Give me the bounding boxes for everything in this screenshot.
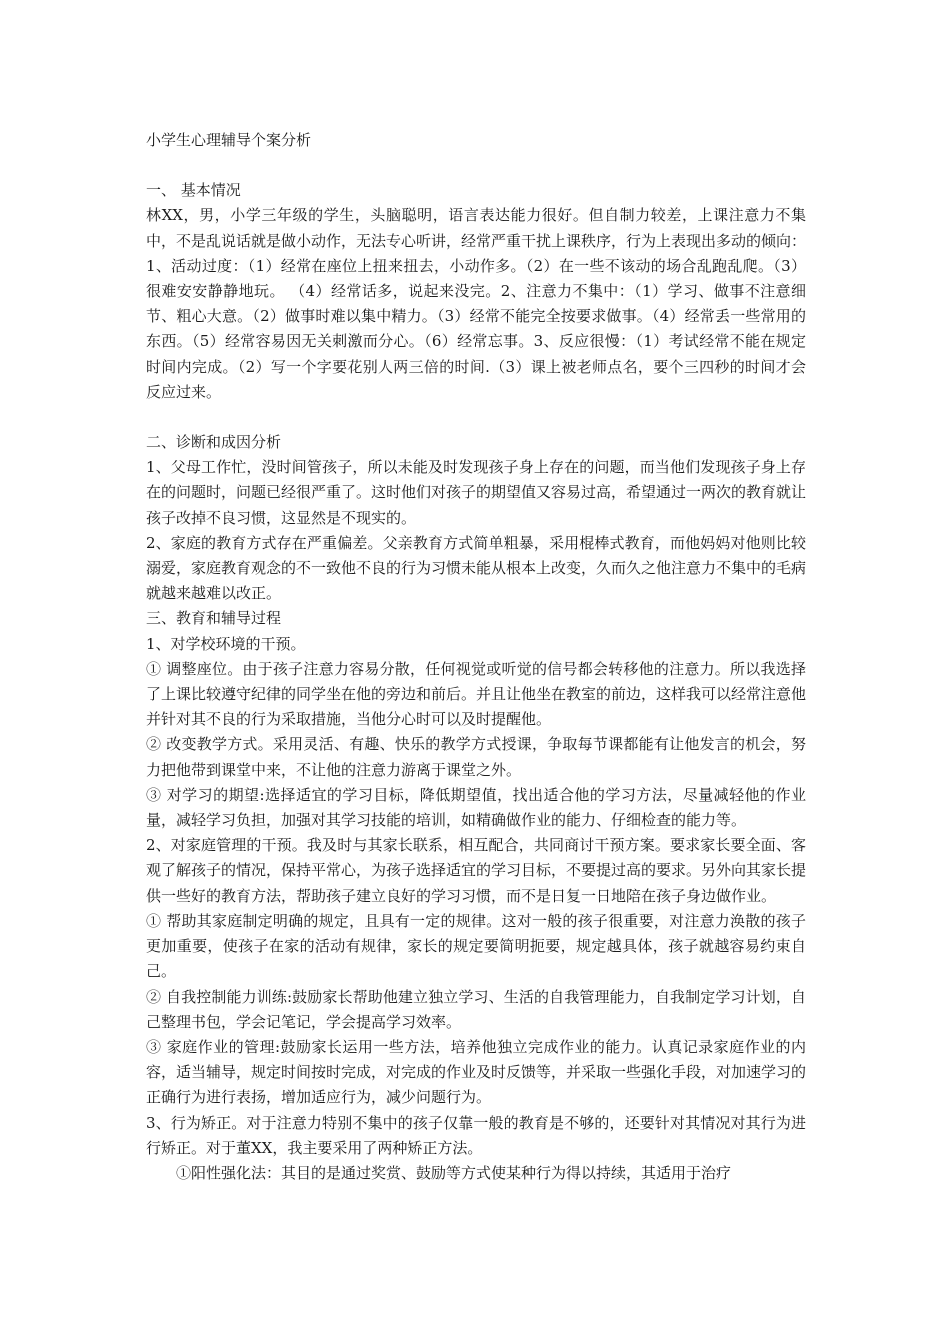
paragraph-self-control: ② 自我控制能力训练:鼓励家长帮助他建立独立学习、生活的自我管理能力，自我制定学习计划，自己整理书包，学会记笔记，学会提高学习效率。 [146,987,806,1031]
paragraph-positive-reinforcement: ①阳性强化法：其目的是通过奖赏、鼓励等方式使某种行为得以持续，其适用于治疗 [176,1163,732,1182]
section-heading-diagnosis: 二、诊断和成因分析 [146,433,282,452]
document-page [146,128,806,1186]
paragraph-homework-management: ③ 家庭作业的管理:鼓励家长运用一些方法，培养他独立完成作业的能力。认真记录家庭作业的内容，适当辅导，规定时间按时完成，对完成的作业及时反馈等，并采取一些强化手段，对加速学习的正确行为进行表扬，增加适应行为，减少问题行为。 [146,1037,807,1107]
paragraph-learning-expectation: ③ 对学习的期望:选择适宜的学习目标，降低期望值，找出适合他的学习方法，尽量减轻他的作业量，减轻学习负担，加强对其学习技能的培训，如精确做作业的能力、仔细检查的能力等。 [146,785,806,830]
paragraph-family-rules: ① 帮助其家庭制定明确的规定，且具有一定的规律。这对一般的孩子很重要，对注意力涣散的孩子更加重要，使孩子在家的活动有规律，家长的规定要简明扼要，规定越具体，孩子就越容易约束自己。 [146,911,806,981]
document-title: 小学生心理辅导个案分析 [146,131,312,149]
paragraph-diagnosis-1: 1、父母工作忙，没时间管孩子，所以未能及时发现孩子身上存在的问题，而当他们发现孩子身上存在的问题时，问题已经很严重了。这时他们对孩子的期望值又容易过高，希望通过一两次的教育就让孩子改掉不良习惯，这显然是不现实的。 [146,458,807,527]
paragraph-family-intervention: 2、对家庭管理的干预。我及时与其家长联系，相互配合，共同商讨干预方案。要求家长要全面、客观了解孩子的情况，保持平常心，为孩子选择适宜的学习目标，不要提过高的要求。另外向其家长提供一些好的教育方法，帮助孩子建立良好的学习习惯，而不是日复一日地陪在孩子身边做作业。 [146,836,807,905]
paragraph-school-intervention: 1、对学校环境的干预。 [146,634,306,653]
paragraph-diagnosis-2: 2、家庭的教育方式存在严重偏差。父亲教育方式简单粗暴，采用棍棒式教育，而他妈妈对他则比较溺爱，家庭教育观念的不一致他不良的行为习惯未能从根本上改变，久而久之他注意力不集中的毛病就越来越难以改正。 [146,533,807,603]
section-heading-process: 三、教育和辅导过程 [146,609,282,628]
paragraph-behavior-correction: 3、行为矫正。对于注意力特别不集中的孩子仅靠一般的教育是不够的，还要针对其情况对其行为进行矫正。对于董XX，我主要采用了两种矫正方法。 [146,1113,806,1157]
paragraph-teaching-method: ② 改变教学方式。采用灵活、有趣、快乐的教学方式授课，争取每节课都能有让他发言的机会，努力把他带到课堂中来，不让他的注意力游离于课堂之外。 [146,735,806,779]
section-heading-basic-info: 一、 基本情况 [146,181,241,200]
paragraph-basic-info: 林XX，男，小学三年级的学生，头脑聪明，语言表达能力很好。但自制力较差，上课注意力不集中，不是乱说话就是做小动作，无法专心听讲，经常严重干扰上课秩序，行为上表现出多动的倾向：1、活动过度：（1）经常在座位上扭来扭去，小动作多。（2）在一些不该动的场合乱跑乱爬。（3）很难安安静静地玩。 （4）经常话多，说起来没完。2、注意力不集中：（1）学习、做事不注意细节、粗心大意。（2）做事时难以集中精力。（3）经常不能完全按要求做事。（4）经常丢一些常用的东西。（5）经常容易因无关刺激而分心。（6）经常忘事。3、反应很慢：（1）考试经常不能在规定时间内完成。（2）写一个字要花别人两三倍的时间.（3）课上被老师点名，要个三四秒的时间才会反应过来。 [146,206,807,401]
paragraph-adjust-seat: ① 调整座位。由于孩子注意力容易分散，任何视觉或听觉的信号都会转移他的注意力。所以我选择了上课比较遵守纪律的同学坐在他的旁边和前后。并且让他坐在教室的前边，这样我可以经常注意他并针对其不良的行为采取措施，当他分心时可以及时提醒他。 [146,659,807,729]
paragraph-gap [146,405,806,430]
